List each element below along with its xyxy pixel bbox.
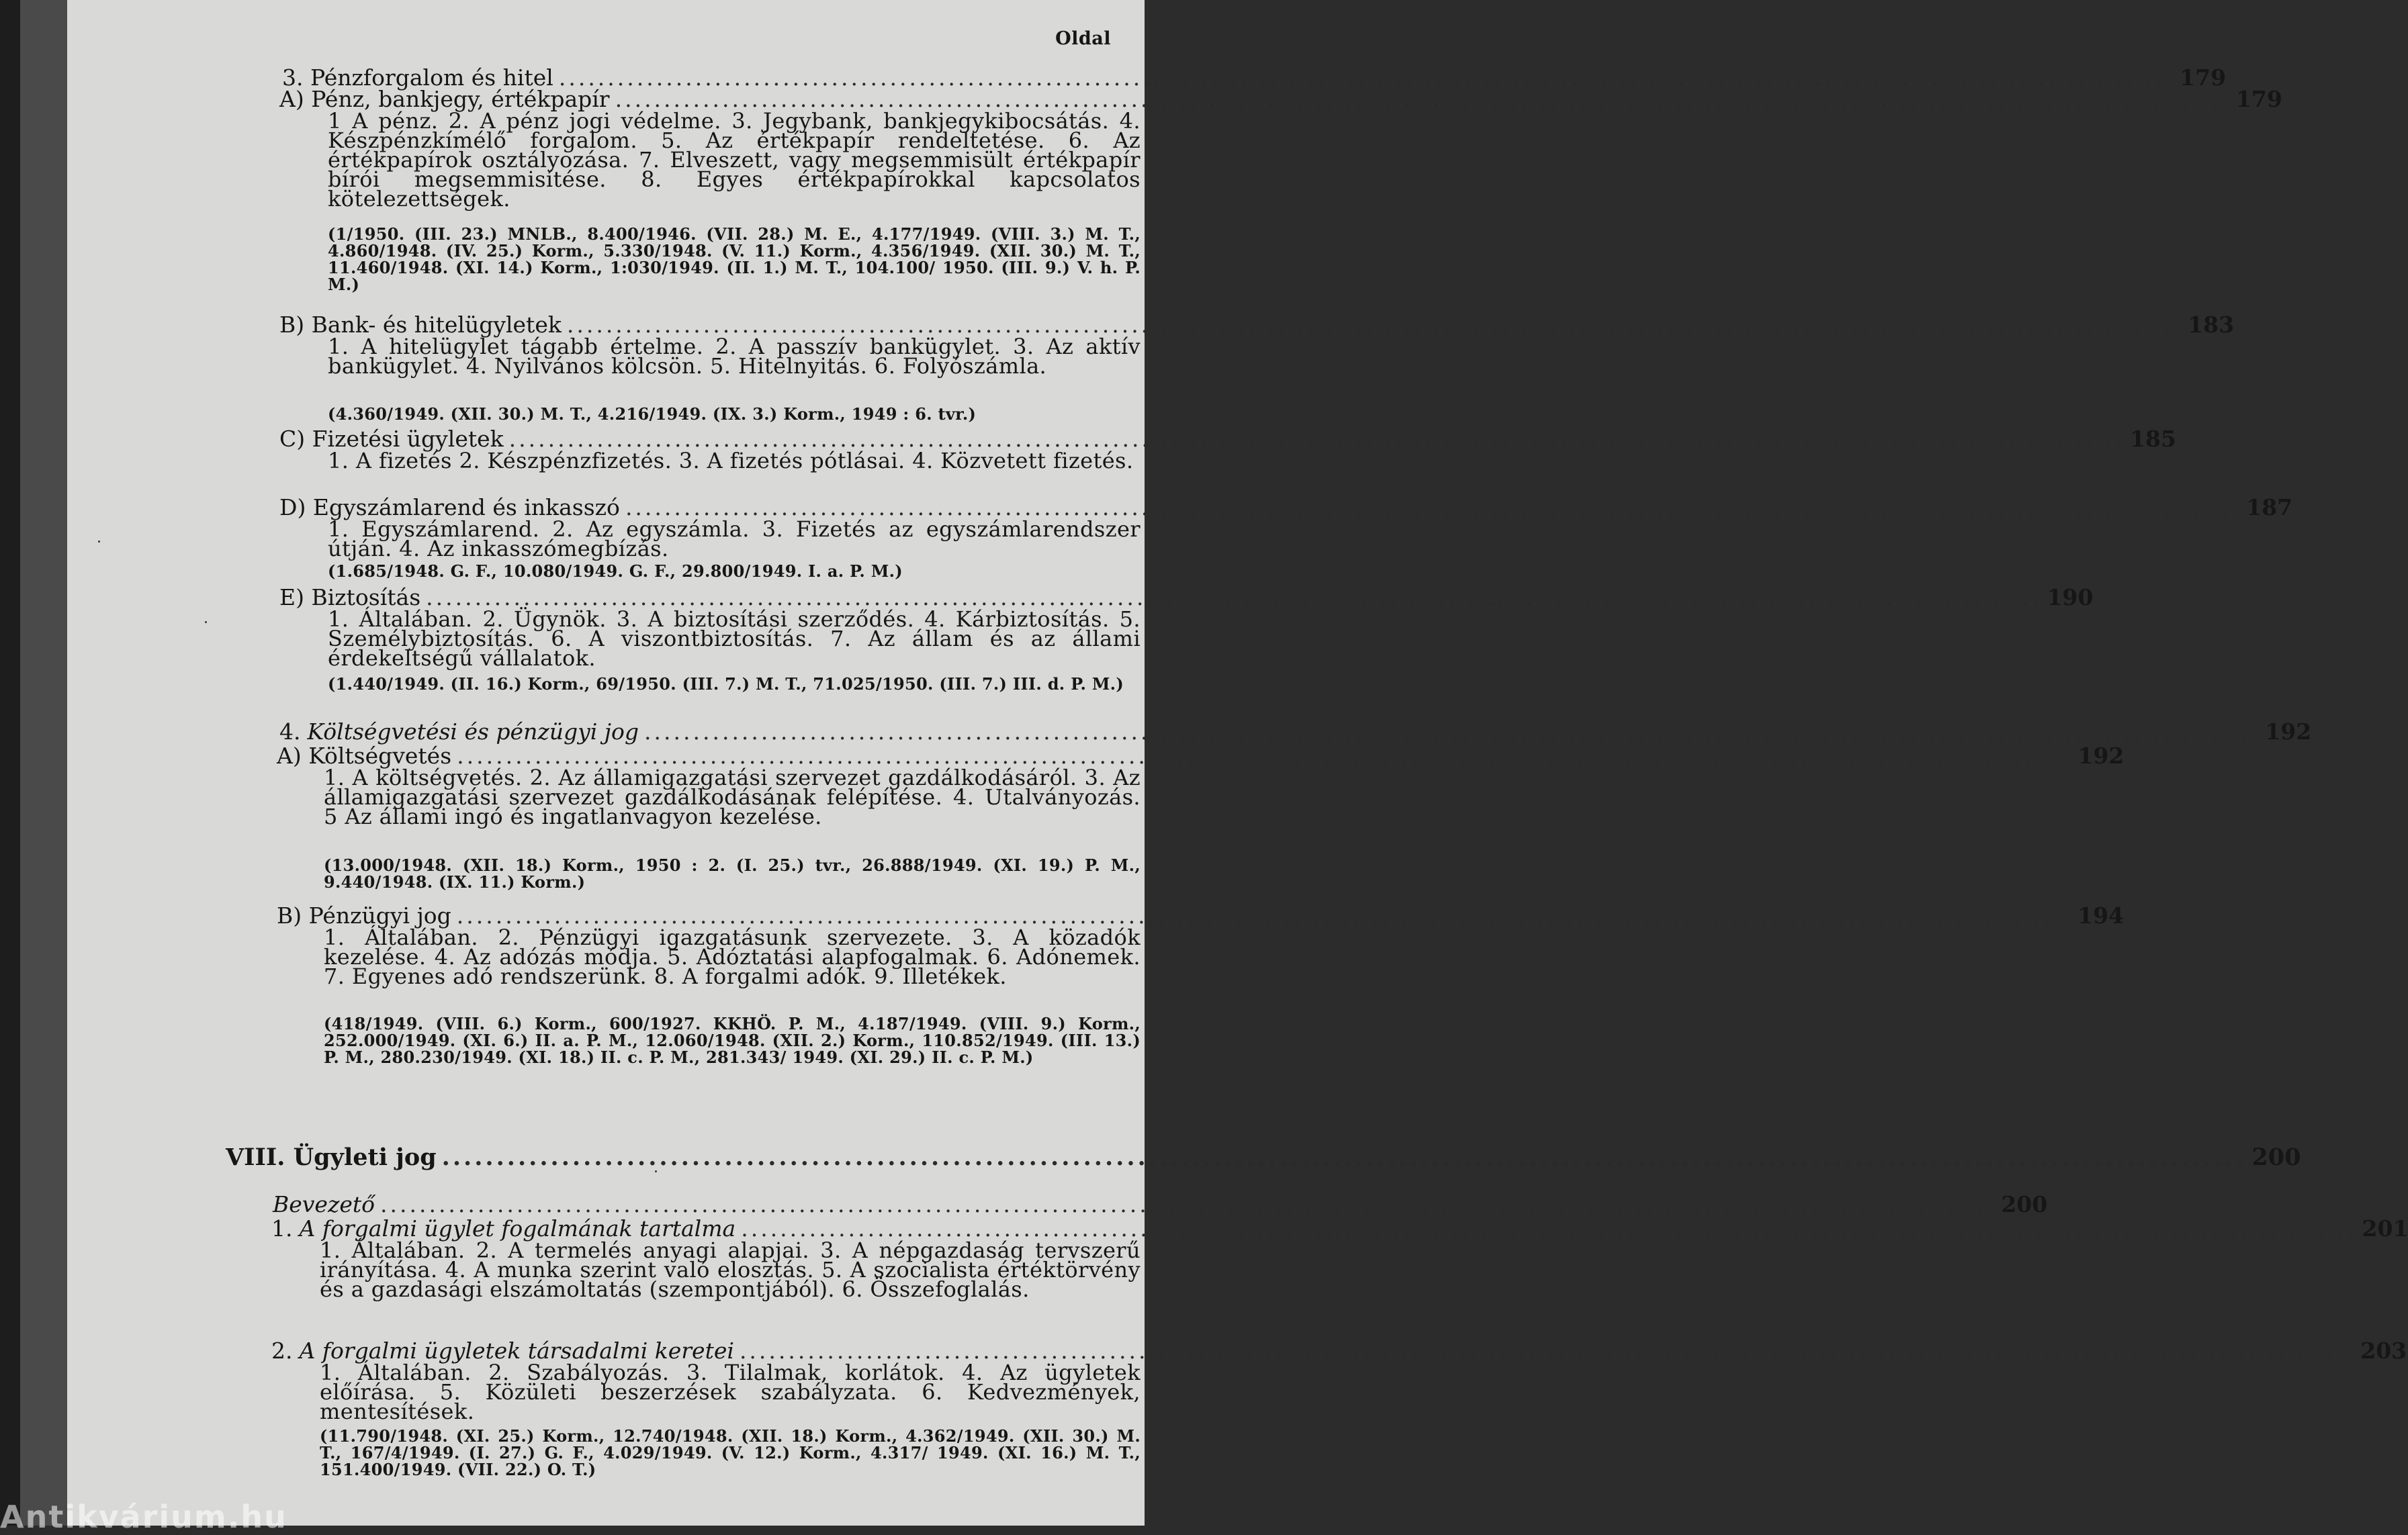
toc-entry-number: 4. bbox=[279, 718, 301, 745]
page-column-header: Oldal bbox=[1055, 28, 1111, 49]
toc-page-number: 200 bbox=[2001, 1191, 2048, 1217]
toc-entry-description: 1. Általában. 2. Pénzügyi igazgatásunk szervezete. 3. A közadók kezelése. 4. Az adózás módja. 5. Adóztatási alapfogalmak. 6. Adónemek. 7. Egyenes adó rendszerünk. 8. A forgalmi adók. 9. Illetékek. bbox=[324, 925, 1141, 989]
toc-entry-description: 1. Általában. 2. Szabályozás. 3. Tilalmak, korlátok. 4. Az ügyletek előírása. 5. Közületi beszerzések szabályzata. 6. Kedvezmények, mentesítések. bbox=[320, 1360, 1141, 1424]
toc-entry-title: Bevezető bbox=[273, 1191, 375, 1217]
toc-page-number: 203 bbox=[2360, 1338, 2407, 1364]
toc-page-number: 187 bbox=[2246, 494, 2293, 520]
toc-page-number: 192 bbox=[2078, 743, 2125, 769]
book-page bbox=[67, 0, 2408, 1526]
toc-entry-title: B) Bank- és hitelügyletek bbox=[279, 312, 562, 338]
book-spine bbox=[0, 0, 20, 1526]
toc-page-number: 201 bbox=[2362, 1215, 2408, 1242]
toc-entry-description: 1. A hitelügylet tágabb értelme. 2. A passzív bankügylet. 3. Az aktív bankügylet. 4. Nyilvános kölcsön. 5. Hitelnyitás. 6. Folyószámla. bbox=[328, 334, 1141, 379]
table-of-contents bbox=[67, 0, 2408, 1526]
toc-entry-description: 1. A költségvetés. 2. Az államigazgatási szervezet gazdálkodásáról. 3. Az államigazgatási szervezet gazdálkodásának felépítése. 4. Utalványozás. 5 Az állami ingó és ingatlanvagyon kezelése. bbox=[324, 765, 1141, 829]
toc-entry-legal-references: (13.000/1948. (XII. 18.) Korm., 1950 : 2. (I. 25.) tvr., 26.888/1949. (XI. 19.) P. M., 9.440/1948. (IX. 11.) Korm.) bbox=[324, 855, 1141, 892]
toc-entry-chapter-viii[interactable] bbox=[226, 1144, 2301, 1171]
toc-entry-title: A) Költségvetés bbox=[277, 743, 452, 769]
toc-entry-title: C) Fizetési ügyletek bbox=[279, 426, 504, 452]
toc-entry-description: 1 A pénz. 2. A pénz jogi védelme. 3. Jegybank, bankjegykibocsátás. 4. Készpénzkímélő forgalom. 5. Az értékpapír rendeltetése. 6. Az értékpapírok osztályozása. 7. Elveszett, vagy megsemmisült értékpapír bírói megsemmisítése. 8. Egyes értékpapírokkal kapcsolatos kötelezettségek. bbox=[328, 108, 1141, 212]
toc-entry-number: 2. bbox=[271, 1338, 293, 1364]
dot-leader bbox=[380, 1193, 1996, 1217]
toc-entry-title: VIII. Ügyleti jog bbox=[226, 1144, 437, 1171]
toc-entry-number: 1. bbox=[271, 1215, 293, 1242]
toc-entry-title: Költségvetési és pénzügyi jog bbox=[307, 718, 639, 745]
toc-entry-description: 1. A fizetés 2. Készpénzfizetés. 3. A fizetés pótlásai. 4. Közvetett fizetés. bbox=[328, 448, 1134, 473]
toc-page-number: 179 bbox=[2180, 64, 2227, 91]
dot-leader bbox=[442, 1146, 2247, 1170]
toc-entry-title: E) Biztosítás bbox=[279, 584, 421, 610]
toc-entry-title: A) Pénz, bankjegy, értékpapír bbox=[279, 86, 610, 112]
toc-entry-title: A forgalmi ügyletek társadalmi keretei bbox=[299, 1338, 734, 1364]
toc-page-number: 194 bbox=[2078, 902, 2124, 929]
toc-entry-description: 1. Általában. 2. A termelés anyagi alapjai. 3. A népgazdaság tervszerű irányítása. 4. A munka szerint való elosztás. 5. A szocialista értéktörvény és a gazdasági elszámoltatás (szempontjából). 6. Összefoglalás. bbox=[320, 1238, 1141, 1302]
toc-entry-section-4[interactable] bbox=[279, 718, 2312, 745]
toc-entry-description: 1. Egyszámlarend. 2. Az egyszámla. 3. Fizetés az egyszámlarendszer útján. 4. Az inkasszómegbízás. bbox=[328, 516, 1141, 561]
toc-entry-legal-references: (11.790/1948. (XI. 25.) Korm., 12.740/1948. (XII. 18.) Korm., 4.362/1949. (XII. 30.) M. T., 167/4/1949. (I. 27.) G. F., 4.029/1949. (V. 12.) Korm., 4.317/ 1949. (XI. 16.) M. T., 151.400/1949. (VII. 22.) O. T.) bbox=[320, 1426, 1141, 1479]
book-gutter-shadow bbox=[20, 0, 67, 1526]
toc-entry-description: 1. Általában. 2. Ügynök. 3. A biztosítási szerződés. 4. Kárbiztosítás. 5. Személybiztosítás. 6. A viszontbiztosítás. 7. Az állam és az állami érdekeltségű vállalatok. bbox=[328, 606, 1141, 671]
toc-entry-title: 3. Pénzforgalom és hitel bbox=[282, 64, 553, 91]
toc-page-number: 179 bbox=[2235, 86, 2282, 112]
toc-page-number: 192 bbox=[2265, 718, 2312, 745]
toc-entry-title: A forgalmi ügylet fogalmának tartalma bbox=[299, 1215, 736, 1242]
toc-page-number: 183 bbox=[2188, 312, 2235, 338]
watermark-text: Antikvárium.hu bbox=[0, 1499, 287, 1535]
toc-entry-legal-references: (1.685/1948. G. F., 10.080/1949. G. F., 29.800/1949. I. a. P. M.) bbox=[328, 561, 903, 581]
toc-entry-legal-references: (1.440/1949. (II. 16.) Korm., 69/1950. (III. 7.) M. T., 71.025/1950. (III. 7.) III. d. P. M.) bbox=[328, 674, 1124, 694]
toc-page-number: 185 bbox=[2129, 426, 2176, 452]
toc-entry-introduction[interactable] bbox=[273, 1191, 2048, 1217]
dot-leader bbox=[644, 720, 2260, 744]
toc-entry-legal-references: (1/1950. (III. 23.) MNLB., 8.400/1946. (VII. 28.) M. E., 4.177/1949. (VIII. 3.) M. T., 4.860/1948. (IV. 25.) Korm., 5.330/1948. (V. 11.) Korm., 4.356/1949. (XII. 30.) M. T., 11.460/1948. (XI. 14.) Korm., 1:030/1949. (II. 1.) M. T., 104.100/ 1950. (III. 9.) V. h. P. M.) bbox=[328, 224, 1141, 294]
toc-page-number: 200 bbox=[2251, 1144, 2301, 1171]
toc-page-number: 190 bbox=[2047, 584, 2094, 610]
toc-entry-legal-references: (4.360/1949. (XII. 30.) M. T., 4.216/1949. (IX. 3.) Korm., 1949 : 6. tvr.) bbox=[328, 404, 977, 424]
toc-entry-title: D) Egyszámlarend és inkasszó bbox=[279, 494, 620, 520]
toc-entry-title: B) Pénzügyi jog bbox=[277, 902, 451, 929]
toc-entry-legal-references: (418/1949. (VIII. 6.) Korm., 600/1927. KKHÖ. P. M., 4.187/1949. (VIII. 9.) Korm., 252.000/1949. (XI. 6.) II. a. P. M., 12.060/1948. (XII. 2.) Korm., 110.852/1949. (III. 13.) P. M., 280.230/1949. (XI. 18.) II. c. P. M., 281.343/ 1949. (XI. 29.) II. c. P. M.) bbox=[324, 1014, 1141, 1067]
